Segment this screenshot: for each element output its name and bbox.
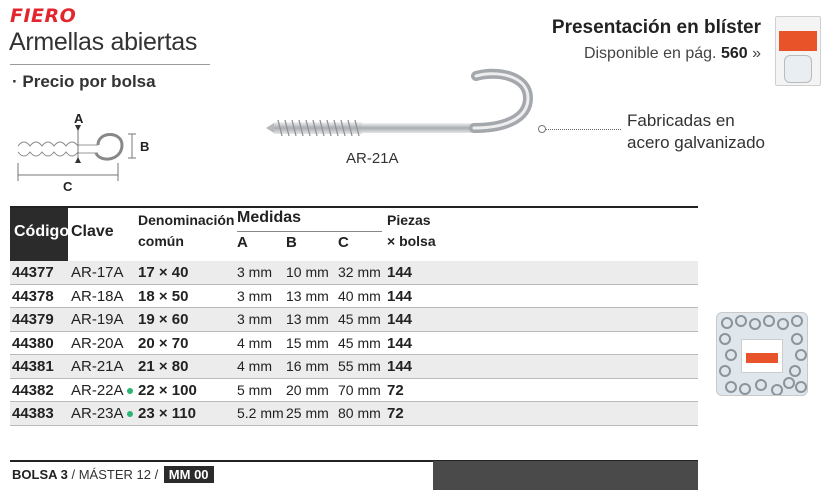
cell-denominacion: 22 × 100	[138, 381, 197, 399]
footer-sep-1: /	[67, 467, 79, 482]
table-row	[10, 355, 698, 379]
header-piezas-1: Piezas	[387, 212, 431, 228]
blister-package-image	[775, 16, 821, 86]
cell-piezas: 144	[387, 311, 413, 328]
new-item-dot-icon	[127, 411, 133, 417]
cell-medida-a: 3 mm	[237, 311, 272, 327]
cell-denominacion: 19 × 60	[138, 311, 189, 328]
cell-medida-a: 5 mm	[237, 381, 272, 398]
cell-medida-a: 3 mm	[237, 287, 272, 304]
dimension-diagram	[10, 105, 160, 200]
cell-codigo: 44377	[12, 264, 54, 281]
cell-medida-c: 40 mm	[338, 287, 381, 304]
new-item-dot-icon	[127, 388, 133, 394]
product-table	[10, 206, 698, 426]
cell-medida-a: 4 mm	[237, 358, 272, 374]
cell-denominacion: 21 × 80	[138, 358, 189, 375]
header-denominacion-2: común	[138, 233, 184, 249]
blister-bubble	[784, 55, 812, 83]
cell-clave: AR-23A	[71, 405, 124, 422]
cell-piezas: 72	[387, 405, 404, 422]
table-row	[10, 285, 698, 309]
table-row	[10, 332, 698, 356]
dim-label-b: B	[140, 139, 150, 154]
cell-piezas: 144	[387, 287, 413, 305]
blister-reference[interactable]	[584, 45, 761, 63]
header-codigo: Código	[10, 208, 68, 261]
cell-medida-b: 10 mm	[286, 264, 329, 280]
brand-logo: FIERO	[10, 5, 77, 27]
cell-clave: AR-20A	[71, 334, 124, 352]
blister-ref-arrow: »	[752, 45, 761, 62]
header-denominacion-1: Denominación	[138, 212, 235, 228]
cell-medida-b: 16 mm	[286, 358, 329, 374]
bag-label	[741, 339, 783, 373]
cell-medida-b: 20 mm	[286, 381, 329, 398]
dim-label-a: A	[74, 111, 84, 126]
callout-line-2: acero galvanizado	[627, 133, 765, 152]
header-clave: Clave	[71, 223, 114, 240]
footer-bar	[433, 461, 698, 490]
cell-codigo: 44382	[12, 381, 54, 399]
cell-medida-c: 55 mm	[338, 358, 381, 374]
hook-product-image	[262, 64, 542, 204]
cell-medida-c: 45 mm	[338, 311, 381, 327]
footer-mm-badge: MM 00	[164, 466, 214, 483]
material-callout	[627, 110, 765, 154]
table-row	[10, 308, 698, 332]
cell-piezas: 144	[387, 358, 413, 375]
table-row	[10, 379, 698, 403]
cell-medida-b: 13 mm	[286, 311, 329, 327]
cell-codigo: 44381	[12, 358, 54, 375]
dim-label-c: C	[63, 179, 73, 194]
callout-line-1: Fabricadas en	[627, 111, 735, 130]
cell-codigo: 44383	[12, 405, 54, 422]
product-label: AR-21A	[346, 150, 399, 167]
callout-dot	[538, 125, 546, 133]
blister-ref-prefix: Disponible en pág.	[583, 45, 717, 62]
bag-label-band	[746, 353, 778, 363]
callout-leader	[546, 129, 621, 130]
cell-medida-b: 13 mm	[286, 287, 329, 304]
cell-medida-b: 25 mm	[286, 405, 329, 421]
cell-medida-c: 70 mm	[338, 381, 381, 398]
medidas-rule	[237, 231, 382, 232]
footer-master: MÁSTER 12	[78, 467, 151, 482]
cell-codigo: 44380	[12, 334, 54, 352]
header-c: C	[338, 234, 349, 251]
cell-denominacion: 18 × 50	[138, 287, 189, 305]
footer-bolsa: BOLSA 3	[12, 467, 68, 482]
blister-title: Presentación en blíster	[551, 17, 761, 38]
cell-piezas: 144	[387, 334, 413, 352]
cell-denominacion: 20 × 70	[138, 334, 189, 352]
header-piezas-2: × bolsa	[387, 233, 436, 249]
blister-ref-page: 560	[720, 45, 748, 62]
cell-denominacion: 17 × 40	[138, 264, 189, 281]
page-title: Armellas abiertas	[9, 28, 198, 56]
table-body	[10, 261, 698, 426]
cell-medida-a: 3 mm	[237, 264, 272, 280]
cell-codigo: 44378	[12, 287, 54, 305]
cell-medida-a: 4 mm	[237, 334, 272, 351]
bag-package-image	[716, 312, 808, 396]
cell-medida-a: 5.2 mm	[237, 405, 284, 421]
blister-label-band	[779, 31, 817, 51]
cell-clave: AR-18A	[71, 287, 124, 305]
header-medidas: Medidas	[237, 209, 302, 226]
cell-clave: AR-17A	[71, 264, 124, 281]
cell-clave: AR-19A	[71, 311, 124, 328]
header-a: A	[237, 234, 248, 251]
header-b: B	[286, 234, 297, 251]
cell-clave: AR-21A	[71, 358, 124, 375]
packaging-footer	[12, 466, 214, 483]
price-note: · Precio por bolsa	[12, 72, 156, 91]
table-row	[10, 261, 698, 285]
cell-medida-c: 32 mm	[338, 264, 381, 280]
cell-medida-c: 45 mm	[338, 334, 381, 351]
footer-sep-2: /	[150, 467, 162, 482]
cell-codigo: 44379	[12, 311, 54, 328]
cell-clave: AR-22A	[71, 381, 124, 399]
table-header	[10, 208, 698, 261]
cell-medida-c: 80 mm	[338, 405, 381, 421]
cell-denominacion: 23 × 110	[138, 405, 196, 422]
cell-medida-b: 15 mm	[286, 334, 329, 351]
table-row	[10, 402, 698, 426]
cell-piezas: 72	[387, 381, 404, 399]
title-divider	[10, 64, 210, 65]
cell-piezas: 144	[387, 264, 413, 281]
